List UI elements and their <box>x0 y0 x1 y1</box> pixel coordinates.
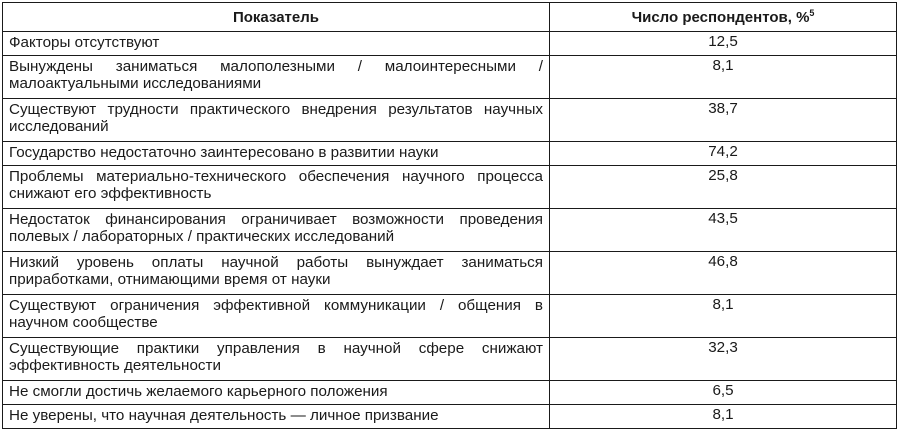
table-row <box>3 405 897 429</box>
respondents-percent-cell: 38,7 <box>550 99 897 142</box>
respondents-percent-cell: 43,5 <box>550 209 897 252</box>
respondents-percent-cell: 12,5 <box>550 32 897 56</box>
respondents-percent-cell: 32,3 <box>550 338 897 381</box>
respondents-percent-cell: 74,2 <box>550 142 897 166</box>
respondents-percent-cell: 8,1 <box>550 405 897 429</box>
table-row <box>3 295 897 338</box>
indicator-cell: Не смогли достичь желаемого карьерного положения <box>3 381 550 405</box>
indicator-cell: Существуют трудности практического внедрения результатов научных исследований <box>3 99 550 142</box>
table-row <box>3 166 897 209</box>
header-row <box>3 3 897 32</box>
indicator-cell: Проблемы материально-технического обеспечения научного процесса снижают его эффективность <box>3 166 550 209</box>
indicator-cell: Факторы отсутствуют <box>3 32 550 56</box>
respondents-percent-cell: 8,1 <box>550 295 897 338</box>
indicator-cell: Не уверены, что научная деятельность — личное призвание <box>3 405 550 429</box>
respondents-percent-cell: 25,8 <box>550 166 897 209</box>
footnote-mark: 5 <box>809 8 815 18</box>
table-row <box>3 142 897 166</box>
respondents-percent-cell: 6,5 <box>550 381 897 405</box>
table-row <box>3 252 897 295</box>
table-row <box>3 56 897 99</box>
table-row <box>3 32 897 56</box>
table-row <box>3 338 897 381</box>
respondents-percent-cell: 46,8 <box>550 252 897 295</box>
indicator-cell: Недостаток финансирования ограничивает возможности проведения полевых / лабораторных / практических исследований <box>3 209 550 252</box>
column-header-indicator-label: Показатель <box>232 8 319 26</box>
column-header-indicator <box>3 3 550 32</box>
indicator-cell: Низкий уровень оплаты научной работы вынуждает заниматься приработками, отнимающими время от науки <box>3 252 550 295</box>
table-body <box>3 32 897 429</box>
indicator-cell: Существующие практики управления в научной сфере снижают эффективность деятельности <box>3 338 550 381</box>
survey-table <box>2 2 897 429</box>
column-header-respondents <box>550 3 897 32</box>
respondents-percent-cell: 8,1 <box>550 56 897 99</box>
column-header-respondents-label: Число респондентов, % <box>631 9 810 26</box>
table-row <box>3 209 897 252</box>
indicator-cell: Существуют ограничения эффективной коммуникации / общения в научном сообществе <box>3 295 550 338</box>
indicator-cell: Вынуждены заниматься малополезными / малоинтересными / малоактуальными исследованиями <box>3 56 550 99</box>
table-row <box>3 381 897 405</box>
indicator-cell: Государство недостаточно заинтересовано в развитии науки <box>3 142 550 166</box>
table-row <box>3 99 897 142</box>
